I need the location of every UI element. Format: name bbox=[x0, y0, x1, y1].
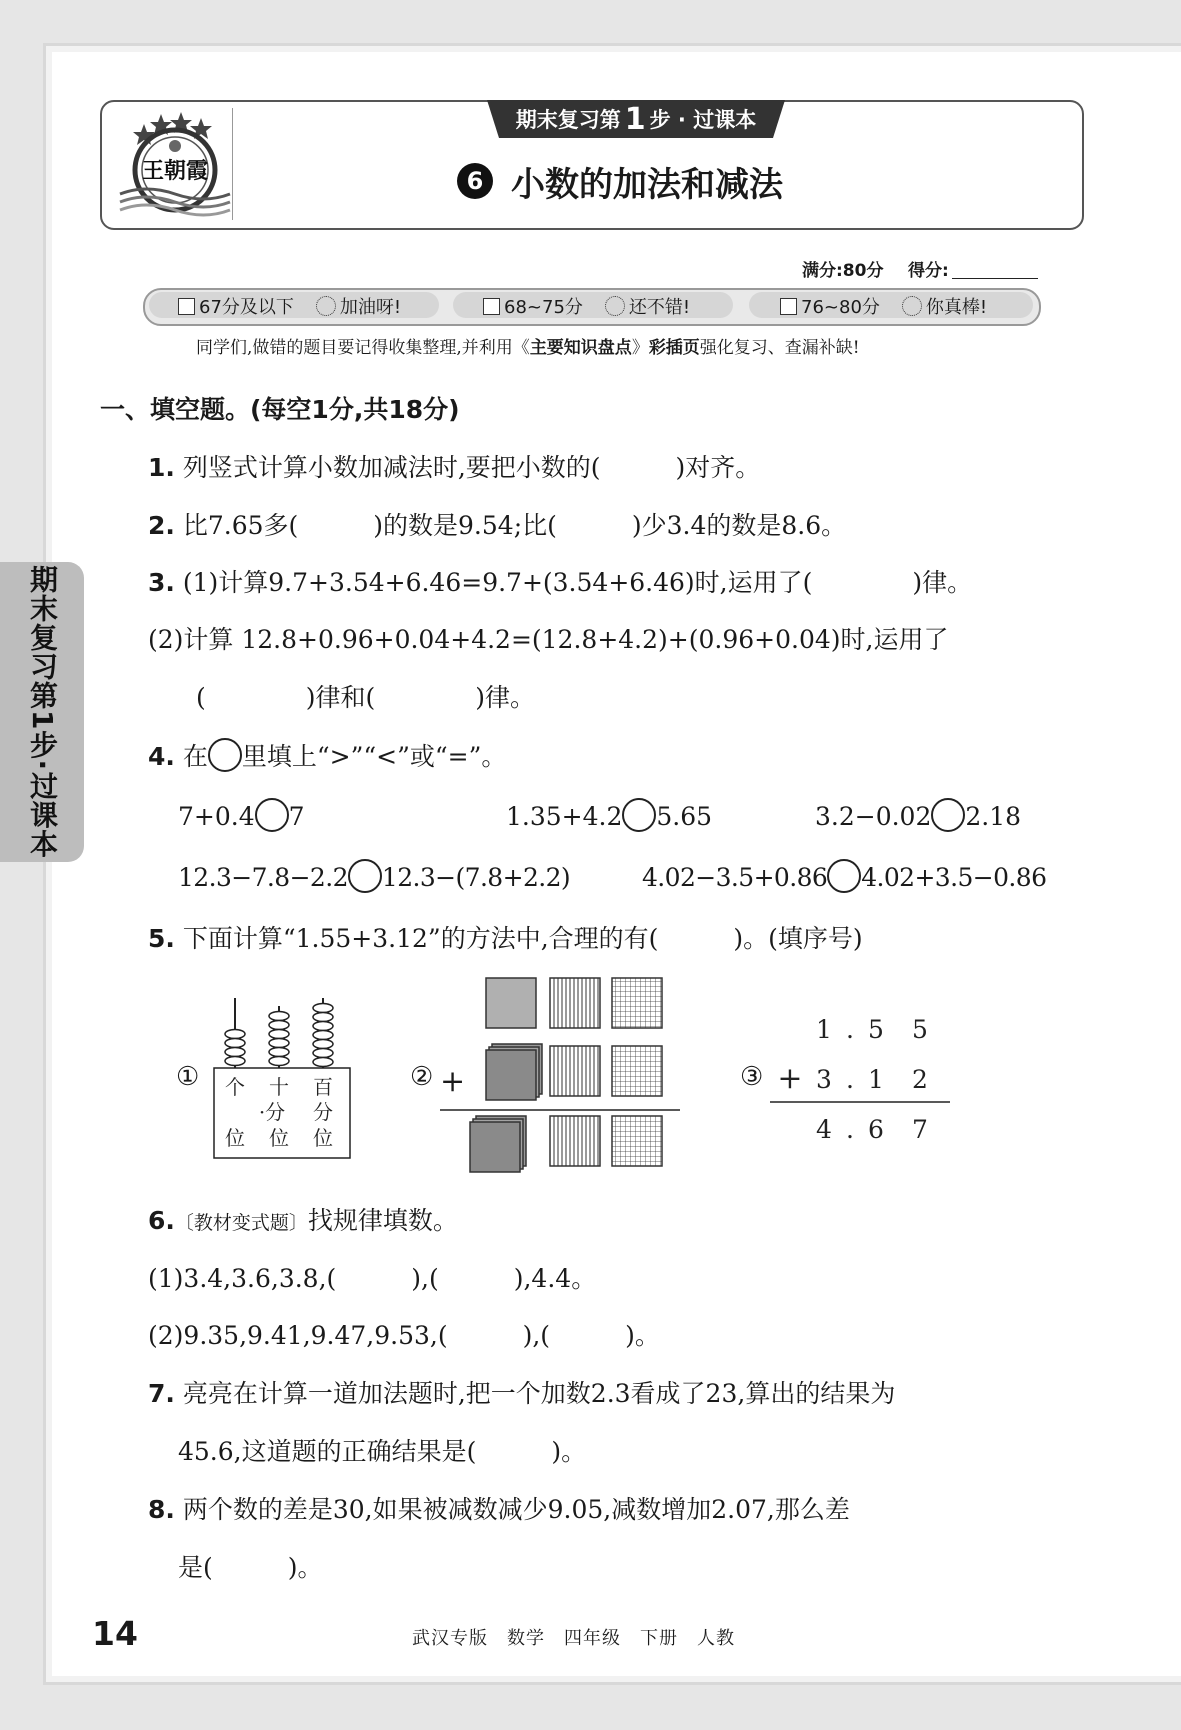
face-icon bbox=[902, 296, 922, 316]
rating-high bbox=[780, 295, 987, 317]
rating-message: 还不错! bbox=[628, 297, 691, 318]
compare-item-2 bbox=[506, 798, 712, 832]
banner-title bbox=[487, 100, 785, 138]
question-number: 7. bbox=[148, 1379, 175, 1408]
unit-title bbox=[457, 156, 783, 206]
question-8 bbox=[148, 1490, 850, 1526]
question-5 bbox=[148, 919, 863, 955]
question-number: 2. bbox=[148, 511, 175, 540]
question-7 bbox=[148, 1374, 895, 1410]
compare-right: 7 bbox=[288, 802, 305, 831]
rating-low bbox=[178, 295, 401, 317]
header-box bbox=[100, 100, 1084, 230]
question-number: 8. bbox=[148, 1495, 175, 1524]
unit-title-text: 小数的加法和减法 bbox=[511, 164, 783, 205]
section-title: 一、填空题。(每空1分,共18分) bbox=[100, 395, 460, 424]
rating-mid bbox=[483, 295, 690, 317]
side-tab-label: 期末复习第1步·过课本 bbox=[26, 565, 59, 859]
question-text: 下面计算“1.55+3.12”的方法中,合理的有( )。(填序号) bbox=[174, 924, 863, 953]
digit: 3 bbox=[816, 1065, 832, 1094]
digit: 6 bbox=[868, 1115, 884, 1144]
abacus-label: 十 bbox=[269, 1075, 289, 1099]
rating-message: 你真棒! bbox=[925, 297, 988, 318]
compare-right: 12.3−(7.8+2.2) bbox=[381, 863, 571, 892]
abacus-label: 位 bbox=[225, 1126, 245, 1150]
question-6-part-2: (2)9.35,9.41,9.47,9.53,( ),( )。 bbox=[148, 1321, 660, 1350]
face-icon bbox=[316, 296, 336, 316]
score-label: 得分: bbox=[908, 261, 949, 281]
rating-range: 68~75分 bbox=[504, 297, 583, 318]
compare-right: 4.02+3.5−0.86 bbox=[861, 863, 1047, 892]
plus-sign: + bbox=[440, 1064, 466, 1099]
digit: 2 bbox=[912, 1065, 928, 1094]
compare-item-4 bbox=[178, 859, 570, 893]
question-2 bbox=[148, 506, 846, 542]
question-text: 找规律填数。 bbox=[307, 1206, 458, 1235]
unit-number-badge: 6 bbox=[457, 163, 493, 199]
answer-circle[interactable] bbox=[827, 859, 861, 893]
answer-circle[interactable] bbox=[255, 798, 289, 832]
abacus-label: 位 bbox=[269, 1126, 289, 1150]
face-icon bbox=[605, 296, 625, 316]
question-8-cont: 是( )。 bbox=[178, 1553, 323, 1582]
question-6-part-1: (1)3.4,3.6,3.8,( ),( ),4.4。 bbox=[148, 1264, 597, 1293]
question-text: 在 bbox=[174, 742, 208, 771]
compare-item-5 bbox=[642, 859, 1046, 893]
abacus-label: 位 bbox=[313, 1126, 333, 1150]
banner-pre: 期末复习第 bbox=[515, 108, 621, 132]
question-tag: 〔教材变式题〕 bbox=[174, 1212, 308, 1234]
question-6 bbox=[148, 1201, 458, 1237]
question-text: 亮亮在计算一道加法题时,把一个加数2.3看成了23,算出的结果为 bbox=[174, 1379, 896, 1408]
compare-right: 5.65 bbox=[656, 802, 713, 831]
digit: . bbox=[846, 1065, 854, 1094]
answer-circle[interactable] bbox=[931, 798, 965, 832]
publisher-logo bbox=[116, 106, 234, 222]
question-text: 比7.65多( )的数是9.54;比( )少3.4的数是8.6。 bbox=[174, 511, 847, 540]
option-3-marker: ③ bbox=[740, 1062, 764, 1092]
question-text-cont: 里填上“>”“<”或“=”。 bbox=[241, 742, 507, 771]
digit: 7 bbox=[912, 1115, 928, 1144]
rating-message: 加油呀! bbox=[339, 297, 402, 318]
full-score: 满分:80分 bbox=[802, 261, 884, 281]
compare-left: 3.2−0.02 bbox=[815, 802, 932, 831]
abacus-figure bbox=[208, 990, 354, 1160]
abacus-label: 个 bbox=[225, 1075, 245, 1099]
digit: . bbox=[846, 1015, 854, 1044]
rating-checkbox[interactable] bbox=[178, 298, 195, 315]
question-number: 6. bbox=[148, 1206, 175, 1235]
vertical-addition-figure bbox=[770, 1004, 950, 1154]
digit: 1 bbox=[868, 1065, 884, 1094]
question-text: 列竖式计算小数加减法时,要把小数的( )对齐。 bbox=[174, 453, 761, 482]
score-blank[interactable] bbox=[952, 278, 1038, 279]
digit: 4 bbox=[816, 1115, 832, 1144]
rating-range: 76~80分 bbox=[801, 297, 880, 318]
logo-separator bbox=[232, 108, 233, 220]
question-3-part-2: (2)计算 12.8+0.96+0.04+4.2=(12.8+4.2)+(0.96+0.04)时,运用了 bbox=[148, 625, 949, 654]
note-post: 强化复习、查漏补缺! bbox=[699, 338, 860, 358]
question-number: 4. bbox=[148, 742, 175, 771]
compare-item-1 bbox=[178, 798, 305, 832]
note-pre: 同学们,做错的题目要记得收集整理,并利用《 bbox=[196, 338, 530, 358]
study-note bbox=[196, 333, 860, 358]
answer-circle[interactable] bbox=[348, 859, 382, 893]
question-7-cont: 45.6,这道题的正确结果是( )。 bbox=[178, 1437, 587, 1466]
compare-item-3 bbox=[815, 798, 1021, 832]
answer-circle[interactable] bbox=[622, 798, 656, 832]
rating-checkbox[interactable] bbox=[483, 298, 500, 315]
banner-step-number: 1 bbox=[624, 101, 646, 137]
digit: 1 bbox=[816, 1015, 832, 1044]
question-number: 1. bbox=[148, 453, 175, 482]
rating-range: 67分及以下 bbox=[199, 297, 294, 318]
footer-info: 武汉专版 数学 四年级 下册 人教 bbox=[412, 1628, 735, 1649]
compare-left: 7+0.4 bbox=[178, 802, 255, 831]
digit: 5 bbox=[868, 1015, 884, 1044]
question-4 bbox=[148, 737, 506, 773]
side-tab bbox=[0, 562, 84, 862]
question-number: 5. bbox=[148, 924, 175, 953]
abacus-label: 百 bbox=[313, 1075, 333, 1099]
abacus-label: 分 bbox=[313, 1100, 333, 1124]
option-1-marker: ① bbox=[176, 1062, 200, 1092]
digit: . bbox=[846, 1115, 854, 1144]
question-1 bbox=[148, 448, 760, 484]
note-bold-1: 主要知识盘点 bbox=[529, 338, 632, 358]
compare-left: 4.02−3.5+0.86 bbox=[642, 863, 828, 892]
compare-circle-icon bbox=[208, 738, 242, 772]
question-number: 3. bbox=[148, 568, 175, 597]
option-2-marker: ② bbox=[410, 1062, 434, 1092]
note-bold-2: 彩插页 bbox=[648, 338, 700, 358]
abacus-label: ·分 bbox=[258, 1100, 286, 1124]
question-3-part-2-blanks: ( )律和( )律。 bbox=[196, 683, 536, 712]
logo-text: 王朝霞 bbox=[141, 158, 209, 184]
banner-post: 步 · 过课本 bbox=[649, 108, 757, 132]
question-text: (1)计算9.7+3.54+6.46=9.7+(3.54+6.46)时,运用了( )律。 bbox=[174, 568, 973, 597]
place-value-blocks-figure bbox=[440, 976, 680, 1176]
compare-left: 12.3−7.8−2.2 bbox=[178, 863, 348, 892]
question-text: 两个数的差是30,如果被减数减少9.05,减数增加2.07,那么差 bbox=[174, 1495, 850, 1524]
compare-left: 1.35+4.2 bbox=[506, 802, 623, 831]
digit: 5 bbox=[912, 1015, 928, 1044]
note-mid: 》 bbox=[631, 338, 649, 358]
page-number: 14 bbox=[92, 1614, 138, 1653]
operator: + bbox=[777, 1061, 803, 1096]
rating-checkbox[interactable] bbox=[780, 298, 797, 315]
question-3 bbox=[148, 563, 972, 599]
compare-right: 2.18 bbox=[965, 802, 1022, 831]
